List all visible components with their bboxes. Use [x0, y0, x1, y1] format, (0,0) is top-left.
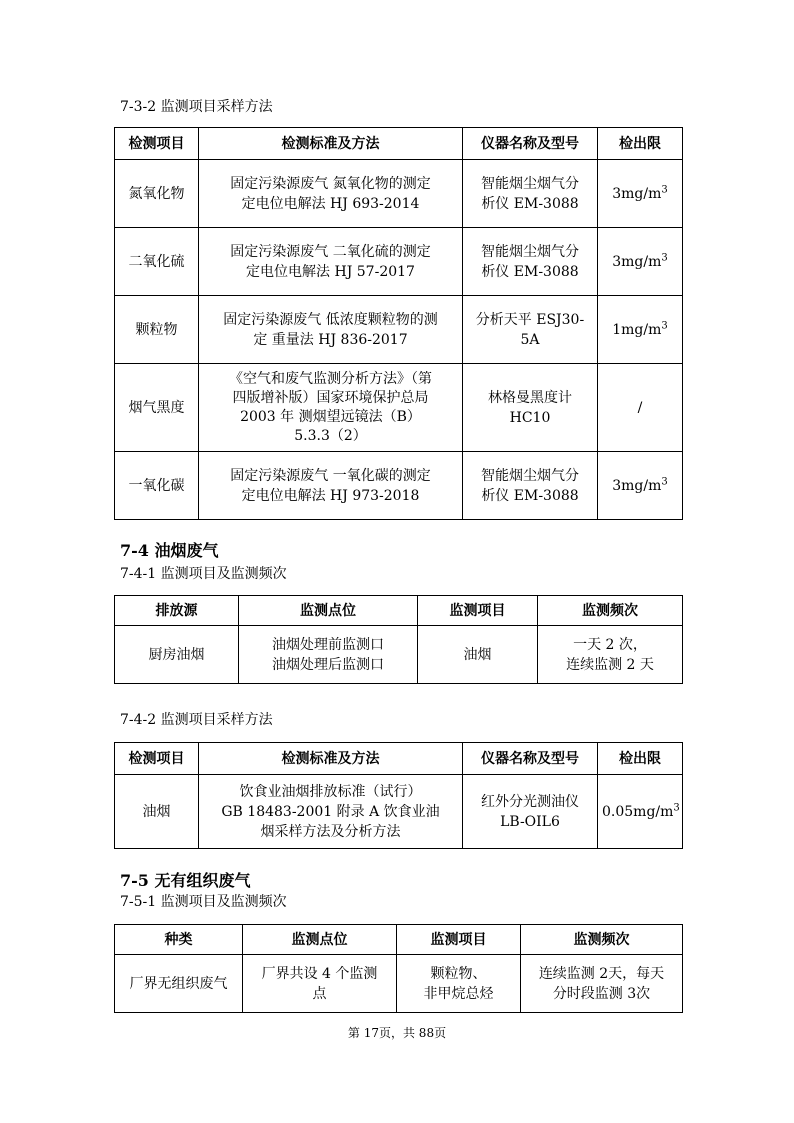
- col-header: 排放源: [115, 596, 239, 626]
- section-7-4-heading: 7-4 油烟废气: [120, 541, 219, 560]
- item-cell: 颗粒物: [115, 296, 199, 364]
- item-cell: 二氧化硫: [115, 228, 199, 296]
- method-cell: 固定污染源废气 氮氧化物的测定 定电位电解法 HJ 693-2014: [199, 160, 463, 228]
- table-row: [115, 160, 683, 228]
- section-7-5-1-title: 7-5-1 监测项目及监测频次: [120, 894, 287, 910]
- table-row: [115, 955, 683, 1013]
- kind-cell: 厂界无组织废气: [115, 955, 243, 1013]
- limit-exponent: 3: [661, 319, 668, 331]
- instrument-cell: 智能烟尘烟气分 析仪 EM-3088: [463, 228, 598, 296]
- item-cell: 一氧化碳: [115, 452, 199, 520]
- col-header: 监测项目: [397, 925, 521, 955]
- table-row: [115, 364, 683, 452]
- col-header: 监测点位: [239, 596, 418, 626]
- table-header-row: [115, 128, 683, 160]
- limit-cell: [598, 775, 683, 849]
- source-cell: 厨房油烟: [115, 626, 239, 684]
- method-cell: 饮食业油烟排放标准（试行） GB 18483-2001 附录 A 饮食业油 烟采样方法及分析方法: [199, 775, 463, 849]
- col-header: 监测点位: [243, 925, 397, 955]
- instrument-cell: 智能烟尘烟气分 析仪 EM-3088: [463, 160, 598, 228]
- limit-cell: [598, 160, 683, 228]
- col-header: 检测标准及方法: [199, 743, 463, 775]
- col-header: 检测项目: [115, 743, 199, 775]
- col-header: 检测标准及方法: [199, 128, 463, 160]
- frequency-cell: 一天 2 次， 连续监测 2 天: [538, 626, 683, 684]
- item-cell: 油烟: [418, 626, 538, 684]
- col-header: 检出限: [598, 743, 683, 775]
- page-footer: 第 17页，共 88页: [347, 1026, 447, 1040]
- item-cell: 氮氧化物: [115, 160, 199, 228]
- table-row: [115, 452, 683, 520]
- limit-value: 3mg/m: [612, 477, 662, 494]
- monitoring-frequency-table-7-4-1: [114, 595, 683, 684]
- table-row: [115, 296, 683, 364]
- instrument-cell: 智能烟尘烟气分 析仪 EM-3088: [463, 452, 598, 520]
- limit-value: 0.05mg/m: [602, 803, 674, 820]
- col-header: 监测频次: [521, 925, 683, 955]
- limit-exponent: 3: [661, 183, 668, 195]
- col-header: 监测项目: [418, 596, 538, 626]
- item-cell: 颗粒物、 非甲烷总烃: [397, 955, 521, 1013]
- method-cell: 固定污染源废气 二氧化硫的测定 定电位电解法 HJ 57-2017: [199, 228, 463, 296]
- limit-value: 3mg/m: [612, 253, 662, 270]
- instrument-cell: 林格曼黑度计 HC10: [463, 364, 598, 452]
- limit-cell: [598, 228, 683, 296]
- col-header: 仪器名称及型号: [463, 743, 598, 775]
- section-7-3-2-title: 7-3-2 监测项目采样方法: [120, 99, 273, 115]
- section-7-4-1-title: 7-4-1 监测项目及监测频次: [120, 566, 287, 582]
- table-header-row: [115, 925, 683, 955]
- table-header-row: [115, 743, 683, 775]
- item-cell: 烟气黑度: [115, 364, 199, 452]
- points-cell: 油烟处理前监测口 油烟处理后监测口: [239, 626, 418, 684]
- section-7-4-2-title: 7-4-2 监测项目采样方法: [120, 712, 273, 728]
- col-header: 检出限: [598, 128, 683, 160]
- limit-exponent: 3: [661, 475, 668, 487]
- method-cell: 《空气和废气监测分析方法》（第 四版增补版）国家环境保护总局 2003 年 测烟望远镜法（B） 5.3.3（2）: [199, 364, 463, 452]
- limit-cell: [598, 364, 683, 452]
- table-header-row: [115, 596, 683, 626]
- instrument-cell: 红外分光测油仪 LB-OIL6: [463, 775, 598, 849]
- sampling-method-table-7-4-2: [114, 742, 683, 849]
- sampling-method-table-7-3-2: [114, 127, 683, 520]
- item-cell: 油烟: [115, 775, 199, 849]
- col-header: 种类: [115, 925, 243, 955]
- col-header: 检测项目: [115, 128, 199, 160]
- frequency-cell: 连续监测 2天，每天 分时段监测 3次: [521, 955, 683, 1013]
- limit-exponent: 3: [673, 801, 680, 813]
- limit-value: /: [637, 399, 643, 416]
- table-row: [115, 228, 683, 296]
- method-cell: 固定污染源废气 低浓度颗粒物的测 定 重量法 HJ 836-2017: [199, 296, 463, 364]
- limit-value: 3mg/m: [612, 185, 662, 202]
- section-7-5-heading: 7-5 无有组织废气: [120, 871, 251, 890]
- table-row: [115, 626, 683, 684]
- limit-cell: [598, 296, 683, 364]
- limit-exponent: 3: [661, 251, 668, 263]
- col-header: 仪器名称及型号: [463, 128, 598, 160]
- points-cell: 厂界共设 4 个监测 点: [243, 955, 397, 1013]
- monitoring-frequency-table-7-5-1: [114, 924, 683, 1013]
- table-row: [115, 775, 683, 849]
- instrument-cell: 分析天平 ESJ30- 5A: [463, 296, 598, 364]
- limit-value: 1mg/m: [612, 321, 662, 338]
- method-cell: 固定污染源废气 一氧化碳的测定 定电位电解法 HJ 973-2018: [199, 452, 463, 520]
- limit-cell: [598, 452, 683, 520]
- col-header: 监测频次: [538, 596, 683, 626]
